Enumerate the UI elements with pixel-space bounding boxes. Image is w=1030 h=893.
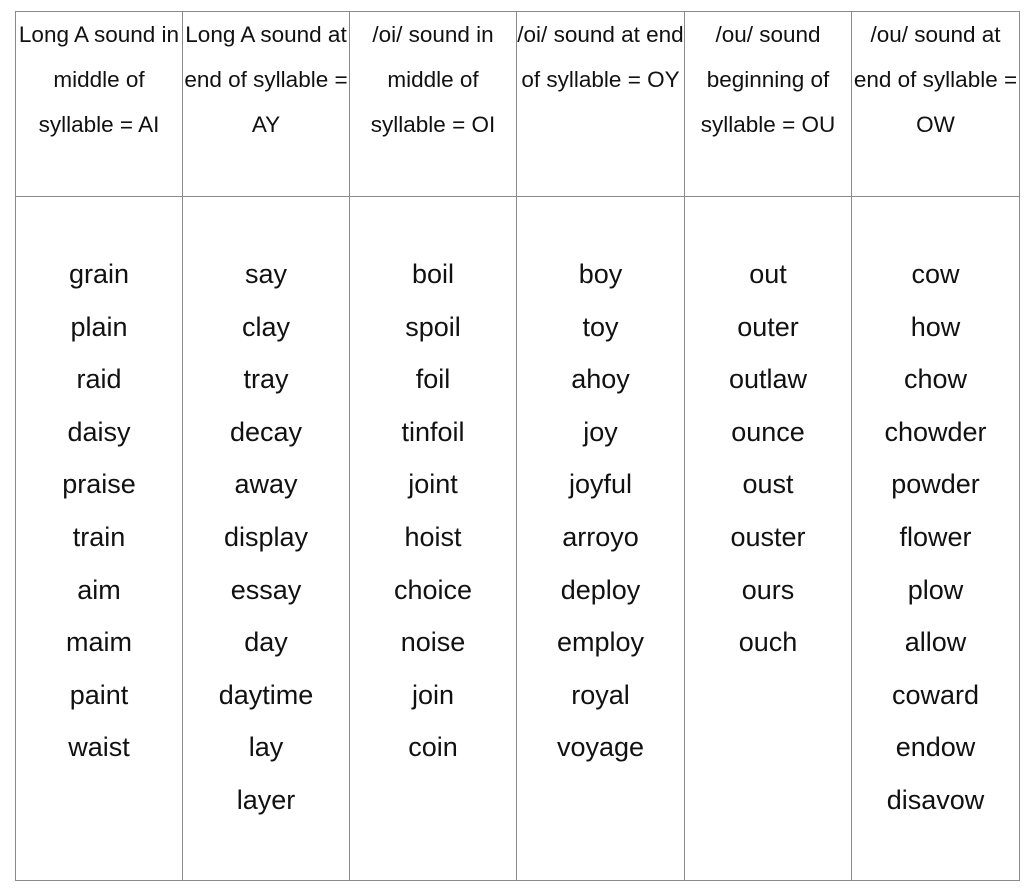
- column-header-ai: [16, 12, 183, 197]
- word-item: chow: [903, 364, 968, 395]
- word-list: [685, 248, 851, 669]
- word-item: ahoy: [571, 364, 630, 395]
- word-item: hoist: [404, 521, 462, 552]
- word-list: [852, 248, 1019, 827]
- word-item: aim: [77, 574, 121, 605]
- word-item: disavow: [886, 784, 985, 815]
- word-item: foil: [415, 364, 451, 395]
- word-item: ouster: [730, 521, 806, 552]
- word-item: coin: [408, 732, 458, 763]
- word-cell-oi: [350, 197, 517, 881]
- word-item: chowder: [884, 416, 987, 447]
- word-list: [350, 248, 516, 774]
- word-list: [183, 248, 349, 827]
- word-item: away: [234, 469, 298, 500]
- word-item: toy: [582, 311, 619, 342]
- word-item: powder: [891, 469, 980, 500]
- column-header-text: /ou/ sound beginning of syllable = OU: [700, 22, 836, 137]
- word-item: joy: [583, 416, 618, 447]
- word-item: choice: [393, 574, 473, 605]
- word-item: ounce: [731, 416, 805, 447]
- word-item: ouch: [738, 627, 798, 658]
- word-row: [16, 197, 1020, 881]
- word-item: train: [72, 521, 126, 552]
- word-item: voyage: [556, 732, 645, 763]
- word-item: tinfoil: [401, 416, 465, 447]
- word-item: layer: [236, 784, 296, 815]
- word-list: [16, 248, 182, 774]
- word-cell-ay: [183, 197, 350, 881]
- column-header-ay: [183, 12, 350, 197]
- word-item: spoil: [405, 311, 461, 342]
- word-item: joint: [408, 469, 458, 500]
- word-item: praise: [62, 469, 136, 500]
- word-item: out: [749, 259, 787, 289]
- word-cell-oy: [517, 197, 685, 881]
- column-header-text: Long A sound in middle of syllable = AI: [18, 22, 180, 137]
- column-header-text: /oi/ sound at end of syllable = OY: [517, 22, 684, 92]
- word-item: allow: [904, 627, 967, 658]
- word-item: display: [223, 521, 309, 552]
- word-list: [517, 248, 684, 774]
- word-item: boy: [578, 259, 623, 289]
- column-header-text: /ou/ sound at end of syllable = OW: [853, 22, 1018, 137]
- column-header-oi: [350, 12, 517, 197]
- phonics-table: [15, 11, 1020, 881]
- word-item: noise: [400, 627, 466, 658]
- word-item: boil: [411, 259, 455, 289]
- column-header-oy: [517, 12, 685, 197]
- word-item: essay: [230, 574, 302, 605]
- column-header-ow: [852, 12, 1020, 197]
- word-item: waist: [68, 732, 130, 763]
- word-item: join: [411, 679, 455, 710]
- word-item: royal: [571, 679, 630, 710]
- word-item: arroyo: [562, 521, 639, 552]
- word-item: grain: [68, 259, 130, 289]
- word-item: say: [244, 259, 288, 289]
- word-item: clay: [241, 311, 290, 342]
- column-header-text: /oi/ sound in middle of syllable = OI: [370, 22, 496, 137]
- word-cell-ou: [685, 197, 852, 881]
- column-header-ou: [685, 12, 852, 197]
- word-item: decay: [229, 416, 303, 447]
- word-item: raid: [76, 364, 122, 395]
- word-item: coward: [891, 679, 980, 710]
- word-item: how: [910, 311, 961, 342]
- word-item: daisy: [67, 416, 131, 447]
- word-item: daytime: [218, 679, 314, 710]
- header-row: [16, 12, 1020, 197]
- word-cell-ai: [16, 197, 183, 881]
- word-item: lay: [248, 732, 284, 763]
- word-item: employ: [556, 627, 645, 658]
- word-item: plain: [70, 311, 128, 342]
- word-item: plow: [907, 574, 964, 605]
- word-item: day: [244, 627, 288, 658]
- word-item: outlaw: [728, 364, 808, 395]
- word-item: tray: [243, 364, 289, 395]
- word-item: flower: [899, 521, 972, 552]
- word-item: maim: [66, 627, 132, 658]
- word-cell-ow: [852, 197, 1020, 881]
- word-item: endow: [895, 732, 976, 763]
- column-header-text: Long A sound at end of syllable = AY: [184, 22, 348, 137]
- word-item: cow: [911, 259, 960, 289]
- word-item: oust: [742, 469, 794, 500]
- word-item: deploy: [560, 574, 641, 605]
- word-item: ours: [741, 574, 795, 605]
- word-item: joyful: [568, 469, 633, 500]
- word-item: paint: [69, 679, 129, 710]
- word-item: outer: [737, 311, 799, 342]
